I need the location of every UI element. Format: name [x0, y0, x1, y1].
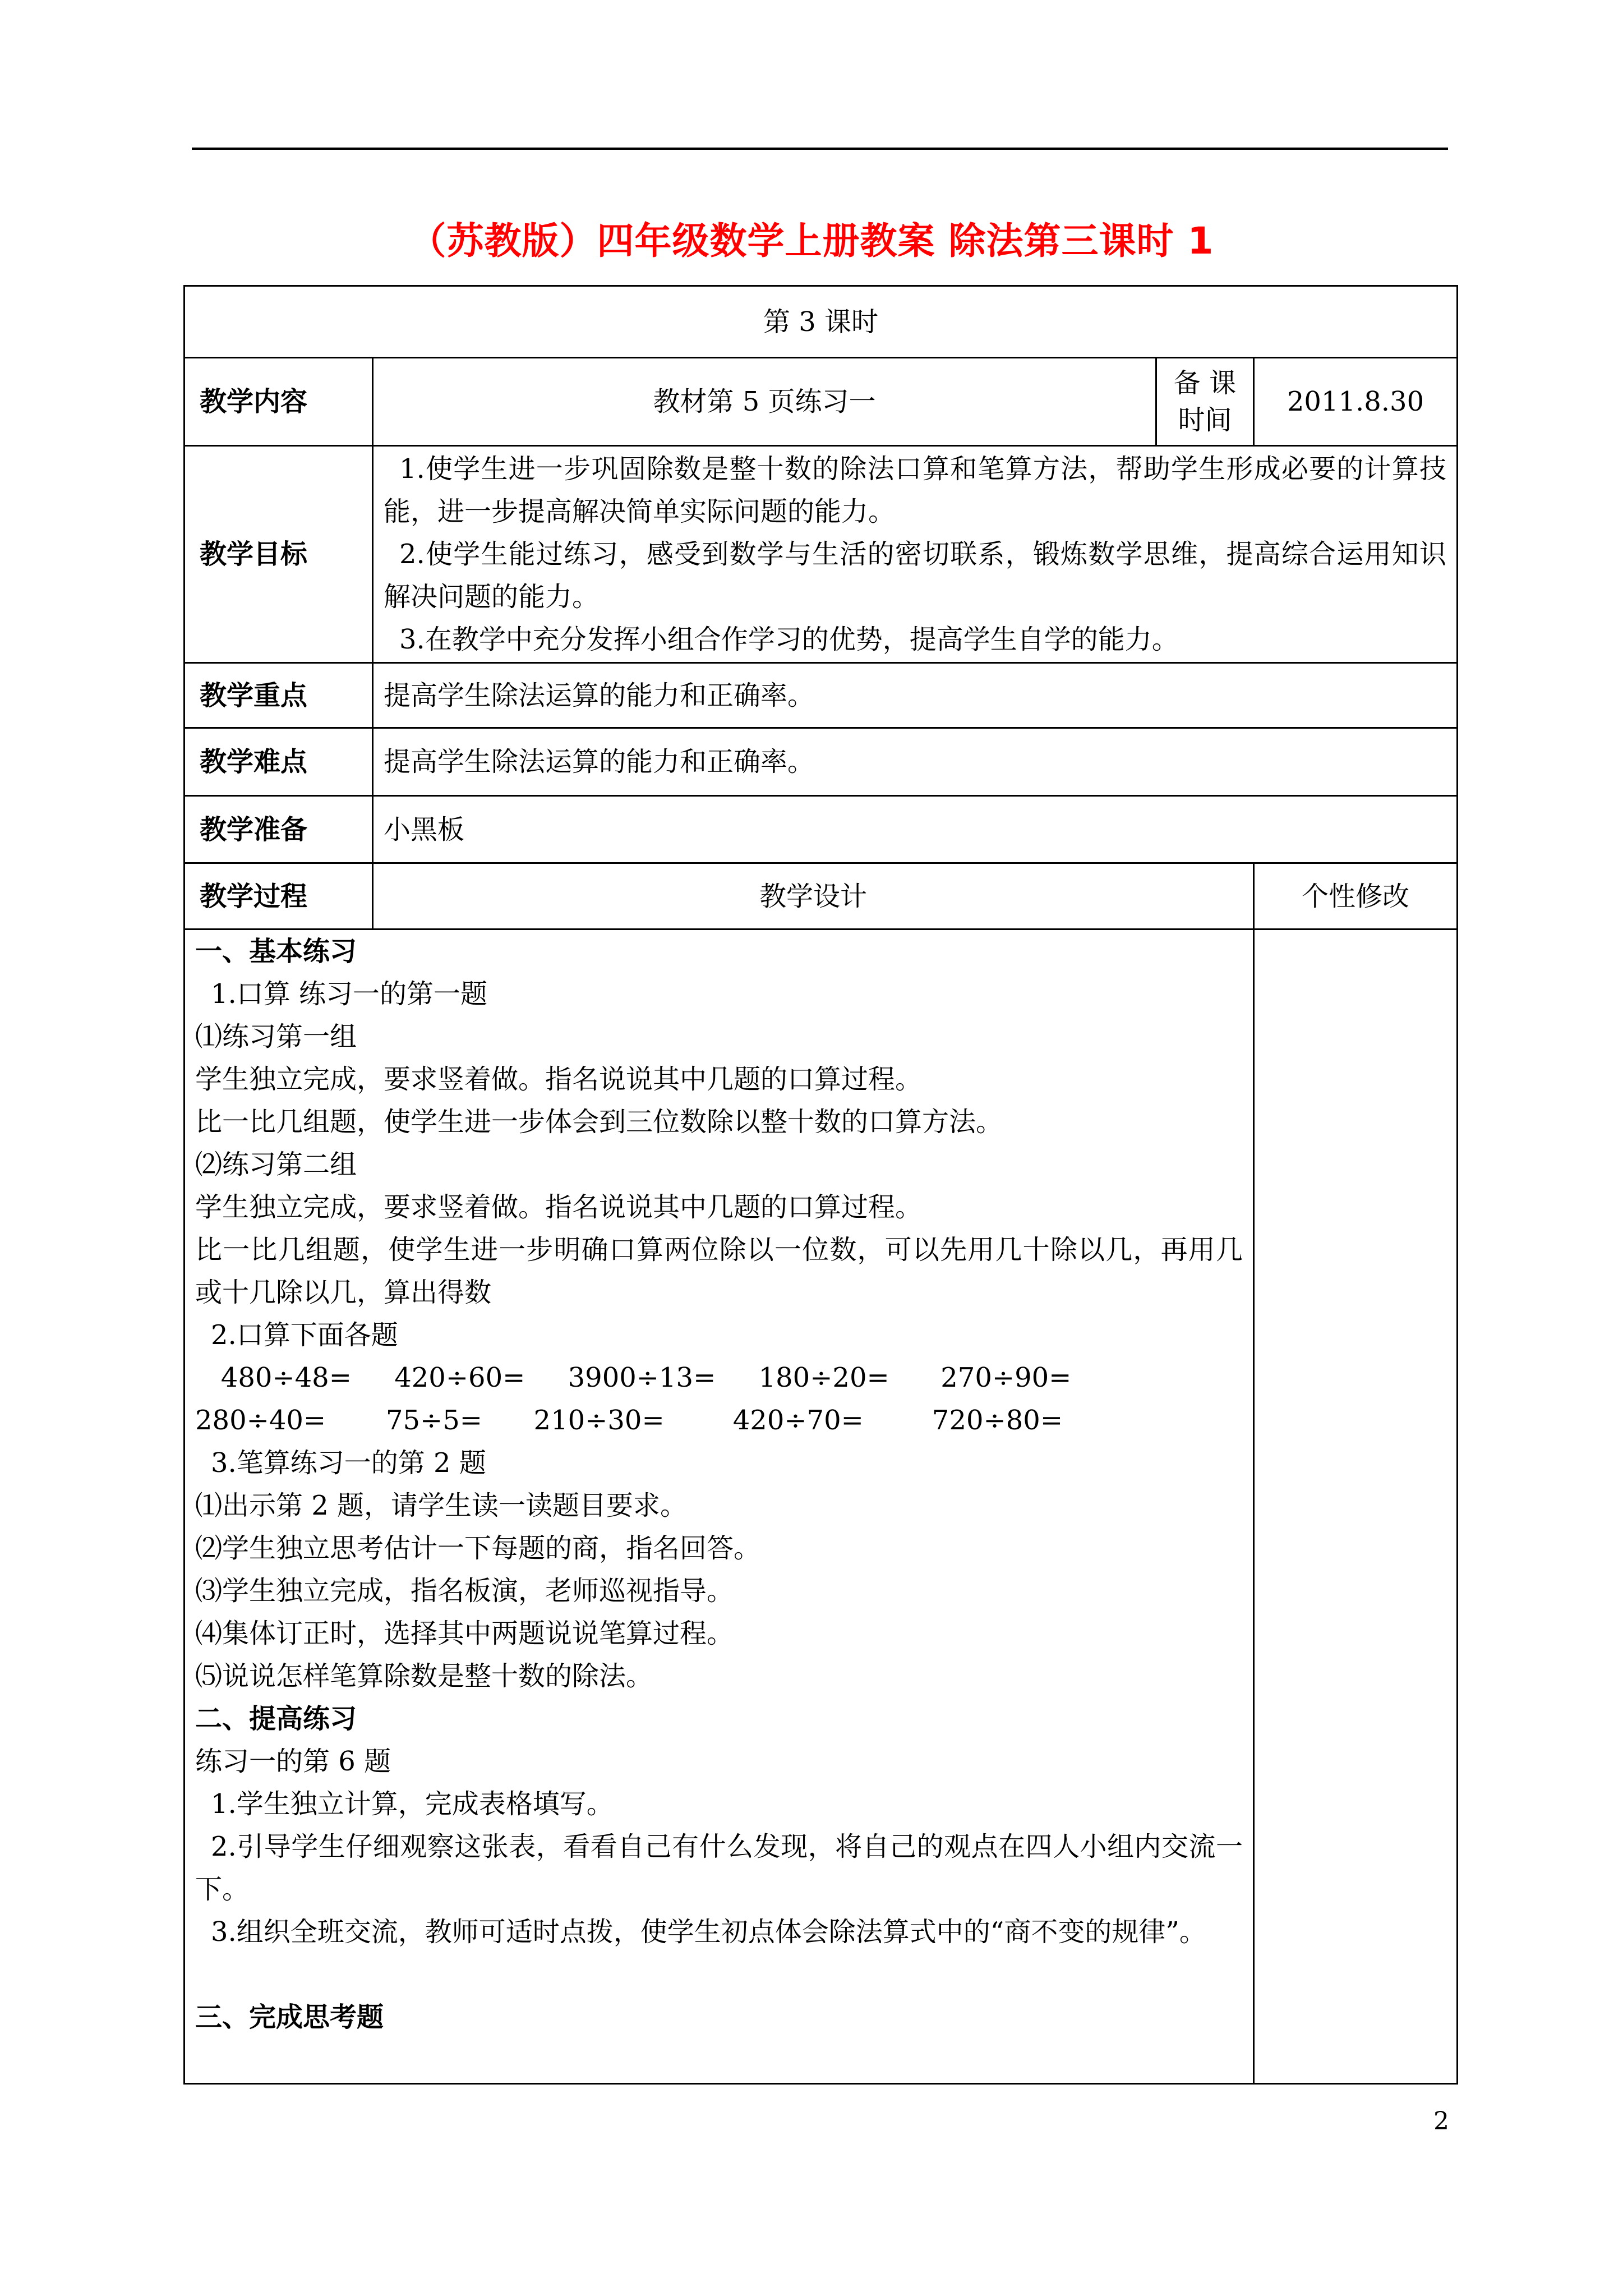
- key-point-value: 提高学生除法运算的能力和正确率。: [373, 663, 1458, 728]
- calculation-row: 480÷48= 420÷60= 3900÷13= 180÷20= 270÷90=: [195, 1362, 1072, 1393]
- design-row: [185, 930, 1458, 2084]
- section-heading: 三、完成思考题: [195, 2001, 384, 2033]
- design-line: ⑵学生独立思考估计一下每题的商，指名回答。: [195, 1533, 761, 1564]
- header-rule: [192, 148, 1448, 150]
- objectives-content: [373, 446, 1458, 663]
- design-line: 学生独立完成，要求竖着做。指名说说其中几题的口算过程。: [195, 1064, 923, 1095]
- design-line: ⑶学生独立完成，指名板演，老师巡视指导。: [195, 1575, 734, 1607]
- design-line: ⑴出示第 2 题，请学生读一读题目要求。: [195, 1490, 688, 1521]
- content-label: 教学内容: [185, 358, 373, 446]
- design-header: 教学设计: [373, 863, 1254, 930]
- lesson-header-row: [185, 286, 1458, 358]
- key-point-label: 教学重点: [185, 663, 373, 728]
- design-content: [185, 930, 1254, 2084]
- section-heading: 一、基本练习: [195, 936, 357, 967]
- key-point-row: [185, 663, 1458, 728]
- preparation-label: 教学准备: [185, 796, 373, 863]
- design-line: 比一比几组题，使学生进一步体会到三位数除以整十数的口算方法。: [195, 1106, 1003, 1138]
- design-line: ⑴练习第一组: [195, 1021, 357, 1052]
- calculation-row: 280÷40= 75÷5= 210÷30= 420÷70= 720÷80=: [195, 1405, 1063, 1436]
- design-line: 3.笔算练习一的第 2 题: [211, 1447, 486, 1479]
- difficulty-value: 提高学生除法运算的能力和正确率。: [373, 728, 1458, 796]
- process-label: 教学过程: [185, 863, 373, 930]
- preparation-value: 小黑板: [373, 796, 1458, 863]
- objective-item: 1.使学生进一步巩固除数是整十数的除法口算和笔算方法，帮助学生形成必要的计算技能，进一步提高解决简单实际问题的能力。: [384, 453, 1446, 527]
- design-line: ⑷集体订正时，选择其中两题说说笔算过程。: [195, 1618, 734, 1649]
- prep-time-label: 备 课 时间: [1156, 358, 1254, 446]
- prep-time-value: 2011.8.30: [1254, 358, 1458, 446]
- design-line: 练习一的第 6 题: [195, 1746, 391, 1777]
- design-line: ⑸说说怎样笔算除数是整十数的除法。: [195, 1660, 653, 1692]
- document-title: （苏教版）四年级数学上册教案 除法第三课时 1: [409, 219, 1214, 263]
- content-row: [185, 358, 1458, 446]
- lesson-number: 第 3 课时: [185, 286, 1458, 358]
- design-line: ⑵练习第二组: [195, 1149, 357, 1180]
- design-line: 1.口算 练习一的第一题: [211, 978, 488, 1010]
- design-line: 2.引导学生仔细观察这张表，看看自己有什么发现，将自己的观点在四人小组内交流一下。: [195, 1831, 1243, 1905]
- objective-item: 2.使学生能过练习，感受到数学与生活的密切联系，锻炼数学思维，提高综合运用知识解决问题的能力。: [384, 539, 1446, 613]
- process-header-row: [185, 863, 1458, 930]
- lesson-plan-table: [183, 285, 1458, 2085]
- revision-cell: [1254, 930, 1458, 2084]
- revision-header: 个性修改: [1254, 863, 1458, 930]
- difficulty-row: [185, 728, 1458, 796]
- objectives-row: [185, 446, 1458, 663]
- design-line: 学生独立完成，要求竖着做。指名说说其中几题的口算过程。: [195, 1191, 923, 1223]
- objectives-label: 教学目标: [185, 446, 373, 663]
- design-line: 2.口算下面各题: [211, 1319, 398, 1351]
- content-value: 教材第 5 页练习一: [373, 358, 1156, 446]
- blank-line: [195, 1953, 1243, 1996]
- section-heading: 二、提高练习: [195, 1703, 357, 1734]
- design-line: 比一比几组题，使学生进一步明确口算两位除以一位数，可以先用几十除以几，再用几或十几除以几，算出得数: [195, 1234, 1243, 1308]
- design-line: 1.学生独立计算，完成表格填写。: [211, 1788, 614, 1820]
- objective-item: 3.在教学中充分发挥小组合作学习的优势，提高学生自学的能力。: [399, 624, 1179, 655]
- difficulty-label: 教学难点: [185, 728, 373, 796]
- page-number: 2: [1433, 2107, 1449, 2136]
- preparation-row: [185, 796, 1458, 863]
- design-line: 3.组织全班交流，教师可适时点拨，使学生初点体会除法算式中的“商不变的规律”。: [211, 1916, 1206, 1948]
